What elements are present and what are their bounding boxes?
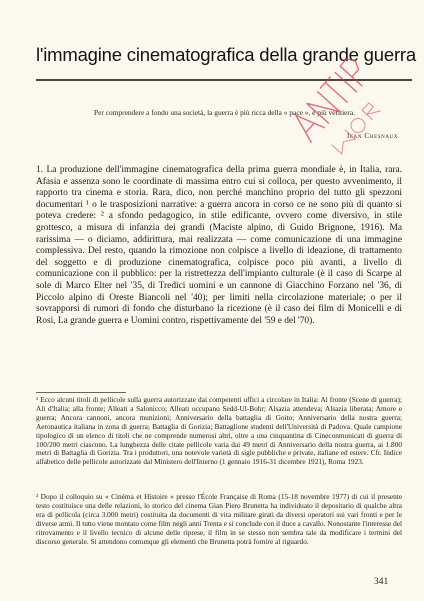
page-number: 341 (374, 577, 389, 587)
title-rule (36, 79, 412, 81)
footnote-2: ² Dopo il colloquio su « Cinéma et Histoire » presso l'École Française di Roma (15-18 novembre 1977) di cui il presente testo costituisce una delle relazioni, lo storico del cinema Gian Piero Brunetta ha individuato il depositario di qualche altra era di pellicola (circa 3.000 metri) costituita da documenti di vita militare girati da diversi operatori sui vari fronti e per le diverse armi. Il tutto viene montato come film negli anni Trenta e si conclude con il duce a cavallo. Nonostante l'interesse del ritrovamento e il livello tecnico di alcune delle riprese, il film in se stesso non sembra tale da modificare i termini del discorso generale. Si attendono comunque gli elementi che Brunetta potrà fornire al riguardo. (36, 492, 402, 546)
page-title: l'immagine cinematografica della grande guerra (36, 44, 416, 65)
epigraph-quote: Per comprendere a fondo una società, la guerra è più ricca della « pace », è più veritiera. (94, 108, 356, 117)
bookseller-stamp-watermark (262, 14, 412, 164)
section-1-paragraph: 1. La produzione dell'immagine cinematografica della prima guerra mondiale è, in Italia, rara. Afasia e assenza sono le coordinate di massima entro cui si colloca, per questo avvenimento, il rapporto tra cinema e storia. Rara, dico, non perché manchino proprio del tutto gli spezzoni documentari ¹ o le trasposizioni narrative: a guerra ancora in corso ce ne sono più di quanto si poteva credere: ² a sfondo pedagogico, in stile edificante, ovvero come diversivo, in stile grottesco, a misura di infanzia dei grandi (Maciste alpino, di Guido Brignone, 1916). Ma rarissima — o diciamo, addirittura, mai realizzata — come comunicazione di una immagine complessiva. Del resto, quando la rimozione non colpisce a livello di ideazione, di trattamento del soggetto e di produzione cinematografica, colpisce poco più avanti, a livello di comunicazione con il pubblico: per la ristrettezza dell'impianto culturale (è il caso di Scarpe al sole di Marco Elter nel '35, di Tredici uomini e un cannone di Giacchino Forzano nel '36, di Piccolo alpino di Oreste Biancoli nel '40); per limiti nella circolazione materiale; o per il sovrapporsi di rumori di fondo che disturbano la ricezione (è il caso dei film di Monicelli e di Rosi, La grande guerra e Uomini contro, rispettivamente del '59 e del '70). (36, 165, 402, 326)
footnote-rule (36, 392, 126, 393)
epigraph-author: Jean Chesnaux (346, 131, 398, 140)
footnote-1: ¹ Ecco alcuni titoli di pellicole sulla guerra autorizzate dai competenti uffici a circolare in Italia: Al fronte (Scene di guerra); Ali d'Italia; alla fronte; Alleati a Salonicco; Alleati occupano Sedd-Ul-Bohr; Alsazia attendeva; Alsazia liberata; Amore e guerra; Ancora cannoni, ancora munizioni; Anniversario della battaglia di Goito; Anniversario della nostra guerra; Aeronautica italiana in zona di guerra; Battaglia di Gorizia; Battaglione studenti dell'Università di Padova. Quale campione tipologico di un elenco di titoli che ne comprende numerosi altri, oltre a una cinquantina di Cineconmunicati di guerra di 100/200 metri ciascuno. La lunghezza delle citate pellicole varia dai 49 metri di Anniversario della nostra guerra, ai 1.800 metri di Battaglia di Gorizia. Tra i produttori, una notevole varietà di sigle pubbliche e private, italiane ed estere. Cfr. Indice alfabetico delle pellicole autorizzate dal Ministero dell'Interno (1 gennaio 1916-31 dicembre 1921), Roma 1923. (36, 395, 402, 467)
